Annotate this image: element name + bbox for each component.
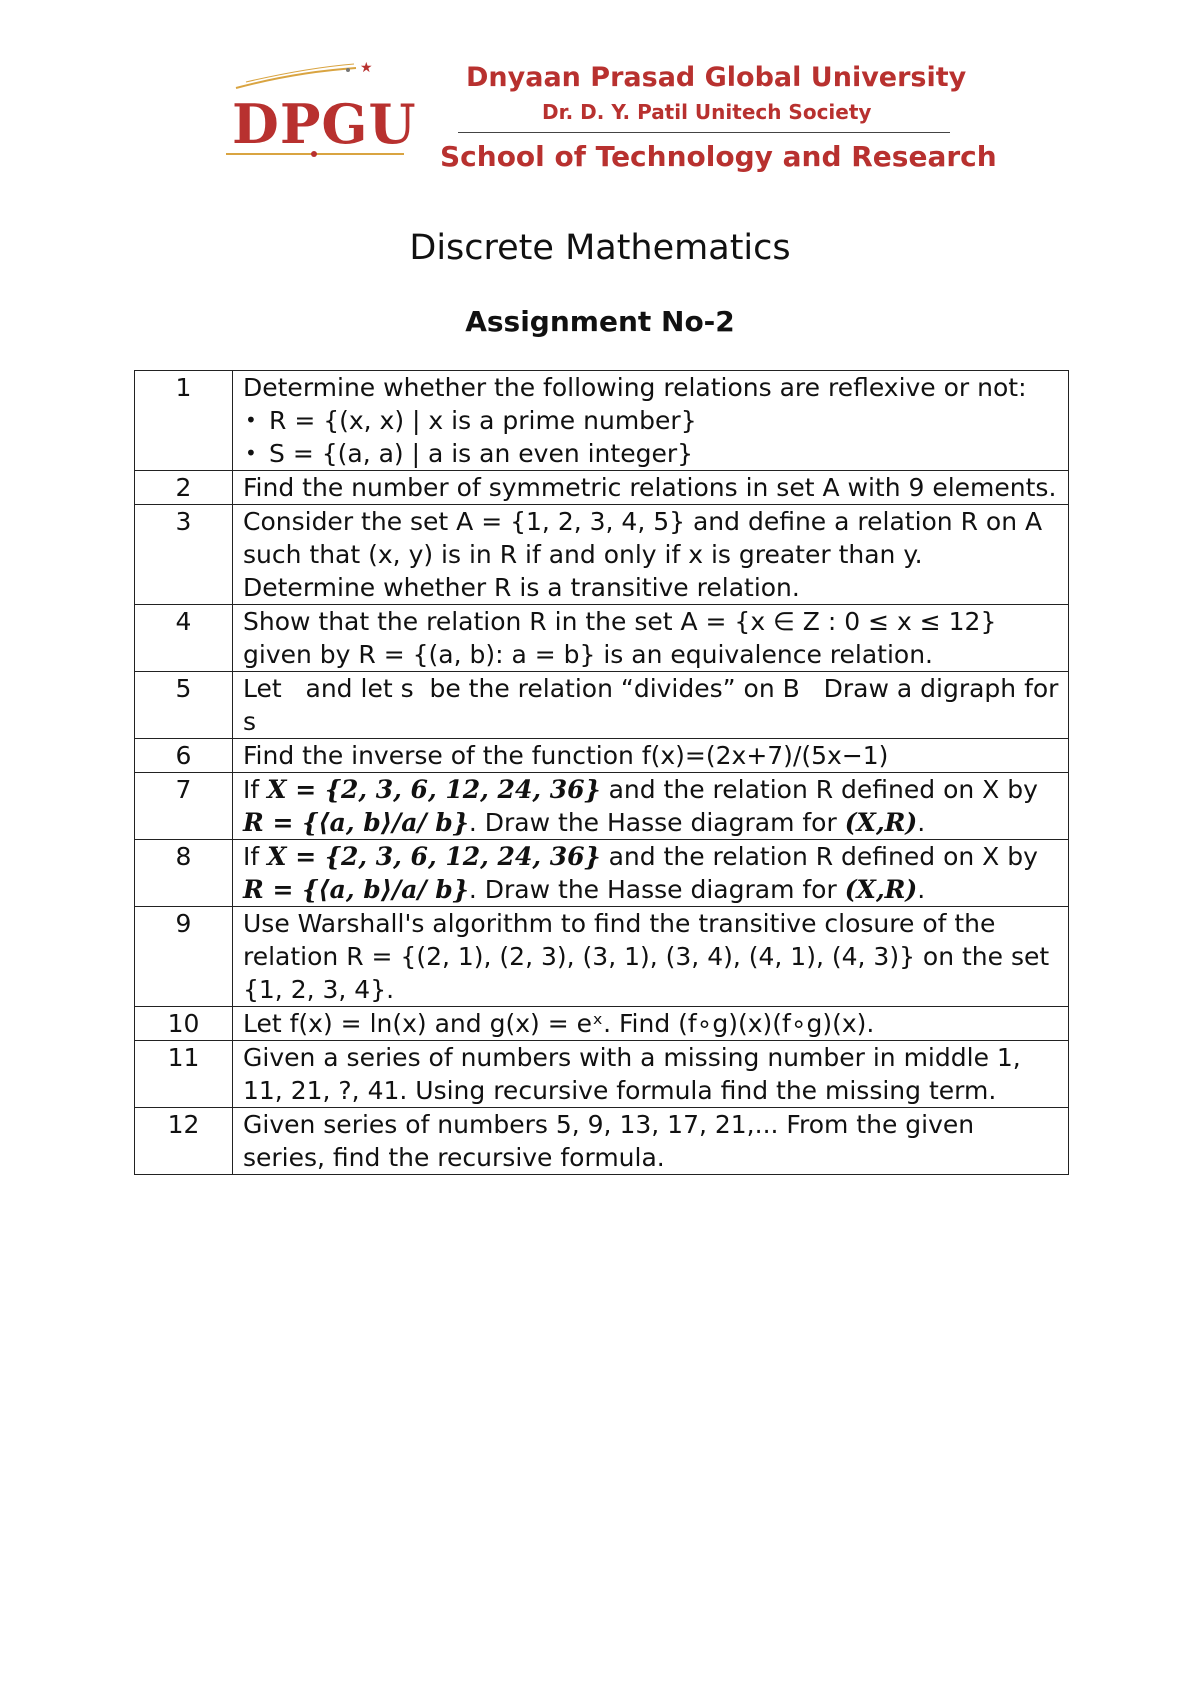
text-run: If	[243, 842, 268, 871]
set-expression: X = {2, 3, 6, 12, 24, 36}	[267, 775, 601, 804]
question-intro: Determine whether the following relations are reflexive or not:	[243, 373, 1027, 402]
question-text	[233, 840, 1069, 907]
question-number: 12	[135, 1108, 233, 1175]
table-row	[135, 471, 1069, 505]
question-number: 8	[135, 840, 233, 907]
assignment-title: Assignment No-2	[465, 305, 735, 338]
set-expression: X = {2, 3, 6, 12, 24, 36}	[267, 842, 601, 871]
table-row	[135, 1007, 1069, 1041]
poset-expression: (X,R)	[844, 875, 918, 904]
question-text: Consider the set A = {1, 2, 3, 4, 5} and define a relation R on A such that (x, y) is in R if and only if x is greater than y. Determine whether R is a transitive relation.	[233, 505, 1069, 605]
letterhead	[0, 0, 1200, 200]
question-number: 6	[135, 739, 233, 773]
university-name: Dnyaan Prasad Global University	[466, 62, 967, 93]
list-item: • S = {(a, a) | a is an even integer}	[269, 437, 1062, 470]
table-row	[135, 371, 1069, 471]
school-name: School of Technology and Research	[440, 140, 997, 173]
relation-expression: R = {⟨a, b⟩/a/ b}	[243, 875, 469, 904]
bullet-list	[243, 404, 1062, 470]
question-text	[233, 371, 1069, 471]
table-row	[135, 1108, 1069, 1175]
table-row	[135, 672, 1069, 739]
text-run: and the relation R defined on X by	[600, 842, 1038, 871]
question-text: Find the number of symmetric relations in set A with 9 elements.	[233, 471, 1069, 505]
questions-table	[134, 370, 1069, 1175]
question-number: 5	[135, 672, 233, 739]
list-item: • R = {(x, x) | x is a prime number}	[269, 404, 1062, 437]
question-number: 3	[135, 505, 233, 605]
course-title: Discrete Mathematics	[409, 228, 791, 268]
text-run: .	[917, 875, 926, 904]
poset-expression: (X,R)	[844, 808, 918, 837]
logo-wordmark: DPGU	[232, 92, 417, 156]
question-text: Show that the relation R in the set A = {x ∈ Z : 0 ≤ x ≤ 12} given by R = {(a, b): a = b} is an equivalence relation.	[233, 605, 1069, 672]
question-number: 4	[135, 605, 233, 672]
svg-text:★: ★	[360, 60, 373, 76]
table-row	[135, 907, 1069, 1007]
question-number: 9	[135, 907, 233, 1007]
question-text: Let and let s be the relation “divides” on B Draw a digraph for s	[233, 672, 1069, 739]
table-row	[135, 739, 1069, 773]
header-divider	[458, 132, 950, 133]
question-text: Let f(x) = ln(x) and g(x) = eˣ. Find (f∘g)(x)(f∘g)(x).	[233, 1007, 1069, 1041]
question-number: 2	[135, 471, 233, 505]
university-logo	[226, 58, 426, 168]
table-row	[135, 1041, 1069, 1108]
question-text: Use Warshall's algorithm to find the transitive closure of the relation R = {(2, 1), (2, 3), (3, 1), (3, 4), (4, 1), (4, 3)} on the set {1, 2, 3, 4}.	[233, 907, 1069, 1007]
table-row	[135, 773, 1069, 840]
text-run: If	[243, 775, 268, 804]
question-number: 10	[135, 1007, 233, 1041]
question-number: 11	[135, 1041, 233, 1108]
question-text	[233, 773, 1069, 840]
table-row	[135, 605, 1069, 672]
table-row	[135, 840, 1069, 907]
text-run: . Draw the Hasse diagram for	[468, 808, 845, 837]
question-text: Find the inverse of the function f(x)=(2x+7)/(5x−1)	[233, 739, 1069, 773]
text-run: .	[917, 808, 926, 837]
question-text: Given a series of numbers with a missing number in middle 1, 11, 21, ?, 41. Using recursive formula find the missing term.	[233, 1041, 1069, 1108]
question-number: 7	[135, 773, 233, 840]
society-name: Dr. D. Y. Patil Unitech Society	[542, 100, 872, 124]
question-text: Given series of numbers 5, 9, 13, 17, 21,... From the given series, find the recursive formula.	[233, 1108, 1069, 1175]
text-run: . Draw the Hasse diagram for	[468, 875, 845, 904]
question-number: 1	[135, 371, 233, 471]
text-run: and the relation R defined on X by	[600, 775, 1038, 804]
relation-expression: R = {⟨a, b⟩/a/ b}	[243, 808, 469, 837]
table-row	[135, 505, 1069, 605]
